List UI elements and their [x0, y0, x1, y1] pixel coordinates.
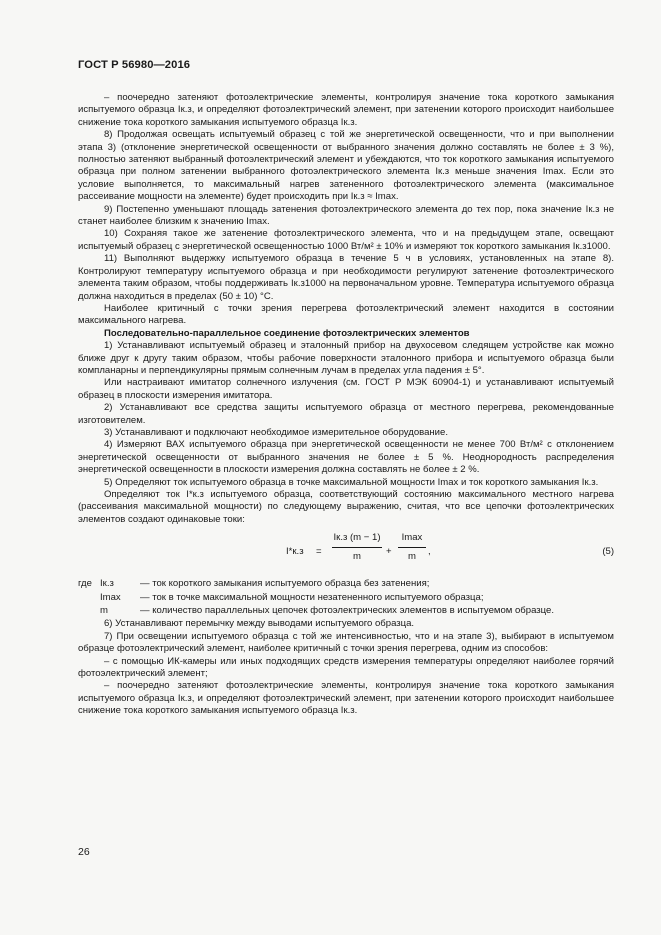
where-intro: где	[78, 578, 92, 590]
paragraph: 5) Определяют ток испытуемого образца в точке максимальной мощности Imax и ток короткого замыкания Iк.з.	[104, 476, 599, 488]
where-text: — количество параллельных цепочек фотоэлектрических элементов в испытуемом образце.	[140, 605, 554, 617]
document-body	[78, 92, 614, 718]
paragraph: Определяют ток I*к.з испытуемого образца, соответствующий состоянию максимального местного нагрева (рассеивания максимальной мощности) по следующему выражению, считая, что все цепочки фотоэлектрических элементов создают одинаковые токи:	[78, 489, 614, 525]
formula-lhs: I*к.з	[286, 546, 304, 558]
formula-denominator: m	[408, 550, 416, 562]
paragraph: 8) Продолжая освещать испытуемый образец с той же энергетической освещенности, что и при выполнении этапа 3) (отклонение энергетической освещенности от выбранного значения должно составлять не более ± 3 %), полностью затеняют выбранный фотоэлектрический элемент и убеждаются, что ток короткого замыкания испытуемого образца при полном затенении выбранного фотоэлектрического элемента Iк.з меньше значения Imax. Если это условие выполняется, то максимальный нагрев затененного фотоэлектрического элемента (максимальное рассеивание мощности на элементе) будет происходить при Iк.з ≈ Imax.	[78, 129, 614, 203]
paragraph: 2) Устанавливают все средства защиты испытуемого образца от местного перегрева, рекомендованные изготовителем.	[78, 402, 614, 426]
where-symbol: m	[100, 605, 108, 617]
paragraph: – поочередно затеняют фотоэлектрические элементы, контролируя значение тока короткого замыкания испытуемого образца Iк.з, и определяют фотоэлектрический элемент, при затенении которого происходит наибольшее снижение тока короткого замыкания испытуемого образца Iк.з.	[78, 92, 614, 128]
where-text: — ток короткого замыкания испытуемого образца без затенения;	[140, 578, 430, 590]
standard-title: ГОСТ Р 56980—2016	[78, 59, 191, 71]
paragraph: 4) Измеряют ВАХ испытуемого образца при энергетической освещенности не менее 700 Вт/м² с отклонением энергетической освещенности от выбранного значения не более ± 5 %. Неоднородность распределения энергетической освещенности в плоскости измерения должна составлять не более ± 2 %.	[78, 439, 614, 476]
paragraph: 11) Выполняют выдержку испытуемого образца в течение 5 ч в условиях, установленных на этапе 8). Контролируют температуру испытуемого образца и при необходимости регулируют затенение фотоэлектрического элемента таким образом, чтобы поддерживать Iк.з1000 на первоначальном уровне. Температура испытуемого образца должна находиться в пределах (50 ± 10) °С.	[78, 253, 614, 302]
where-item	[78, 605, 614, 617]
formula-fraction-2	[398, 532, 426, 563]
paragraph: – поочередно затеняют фотоэлектрические элементы, контролируя значение тока короткого замыкания испытуемого образца Iк.з, и определяют фотоэлектрический элемент, при затенении которого происходит наибольшее снижение тока короткого замыкания испытуемого образца Iк.з.	[78, 680, 614, 717]
section-heading: Последовательно-параллельное соединение фотоэлектрических элементов	[104, 327, 470, 339]
where-item	[78, 578, 614, 590]
paragraph: 6) Устанавливают перемычку между выводами испытуемого образца.	[104, 618, 415, 630]
paragraph: 10) Сохраняя такое же затенение фотоэлектрического элемента, что и на предыдущем этапе, освещают испытуемый образец с энергетической освещенностью 1000 Вт/м² ± 10% и измеряют ток короткого замыкания Iк.з1000.	[78, 228, 614, 252]
formula-numerator: Iк.з (m − 1)	[332, 532, 382, 547]
paragraph: 1) Устанавливают испытуемый образец и эталонный прибор на двухосевом следящем устройстве как можно ближе друг к другу таким образом, чтобы рабочие поверхности эталонного прибора и испытуемого образца были компланарны и перпендикулярны прямым солнечным лучам в пределах угла падения ± 5°.	[78, 340, 614, 376]
where-symbol: Imax	[100, 591, 121, 603]
formula-number: (5)	[602, 546, 614, 558]
paragraph: 7) При освещении испытуемого образца с той же интенсивностью, что и на этапе 3), выбирают в испытуемом образце фотоэлектрический элемент, наиболее критичный с точки зрения перегрева, одним из способов:	[78, 630, 614, 655]
formula-5	[78, 530, 614, 576]
formula-equals: =	[316, 546, 322, 558]
where-item	[78, 592, 614, 604]
formula-numerator: Imax	[398, 532, 426, 547]
where-text: — ток в точке максимальной мощности незатененного испытуемого образца;	[140, 591, 484, 603]
paragraph: Или настраивают имитатор солнечного излучения (см. ГОСТ Р МЭК 60904-1) и устанавливают испытуемый образец в плоскости измерения имитатора.	[78, 377, 614, 401]
formula-plus: +	[386, 546, 392, 558]
formula-denominator: m	[353, 550, 361, 562]
paragraph: 9) Постепенно уменьшают площадь затенения фотоэлектрического элемента до тех пор, пока значение Iк.з не станет наиболее близким к значению Imax.	[78, 203, 614, 228]
where-symbol: Iк.з	[100, 578, 114, 590]
paragraph: Наиболее критичный с точки зрения перегрева фотоэлектрический элемент находится в состоянии максимального нагрева.	[78, 302, 614, 327]
paragraph: 3) Устанавливают и подключают необходимое измерительное оборудование.	[104, 426, 448, 438]
formula-fraction-1	[332, 532, 382, 563]
paragraph: – с помощью ИК-камеры или иных подходящих средств измерения температуры определяют наиболее горячий фотоэлектрический элемент;	[78, 655, 614, 680]
page-number: 26	[78, 846, 90, 858]
formula-comma: ,	[428, 546, 431, 558]
